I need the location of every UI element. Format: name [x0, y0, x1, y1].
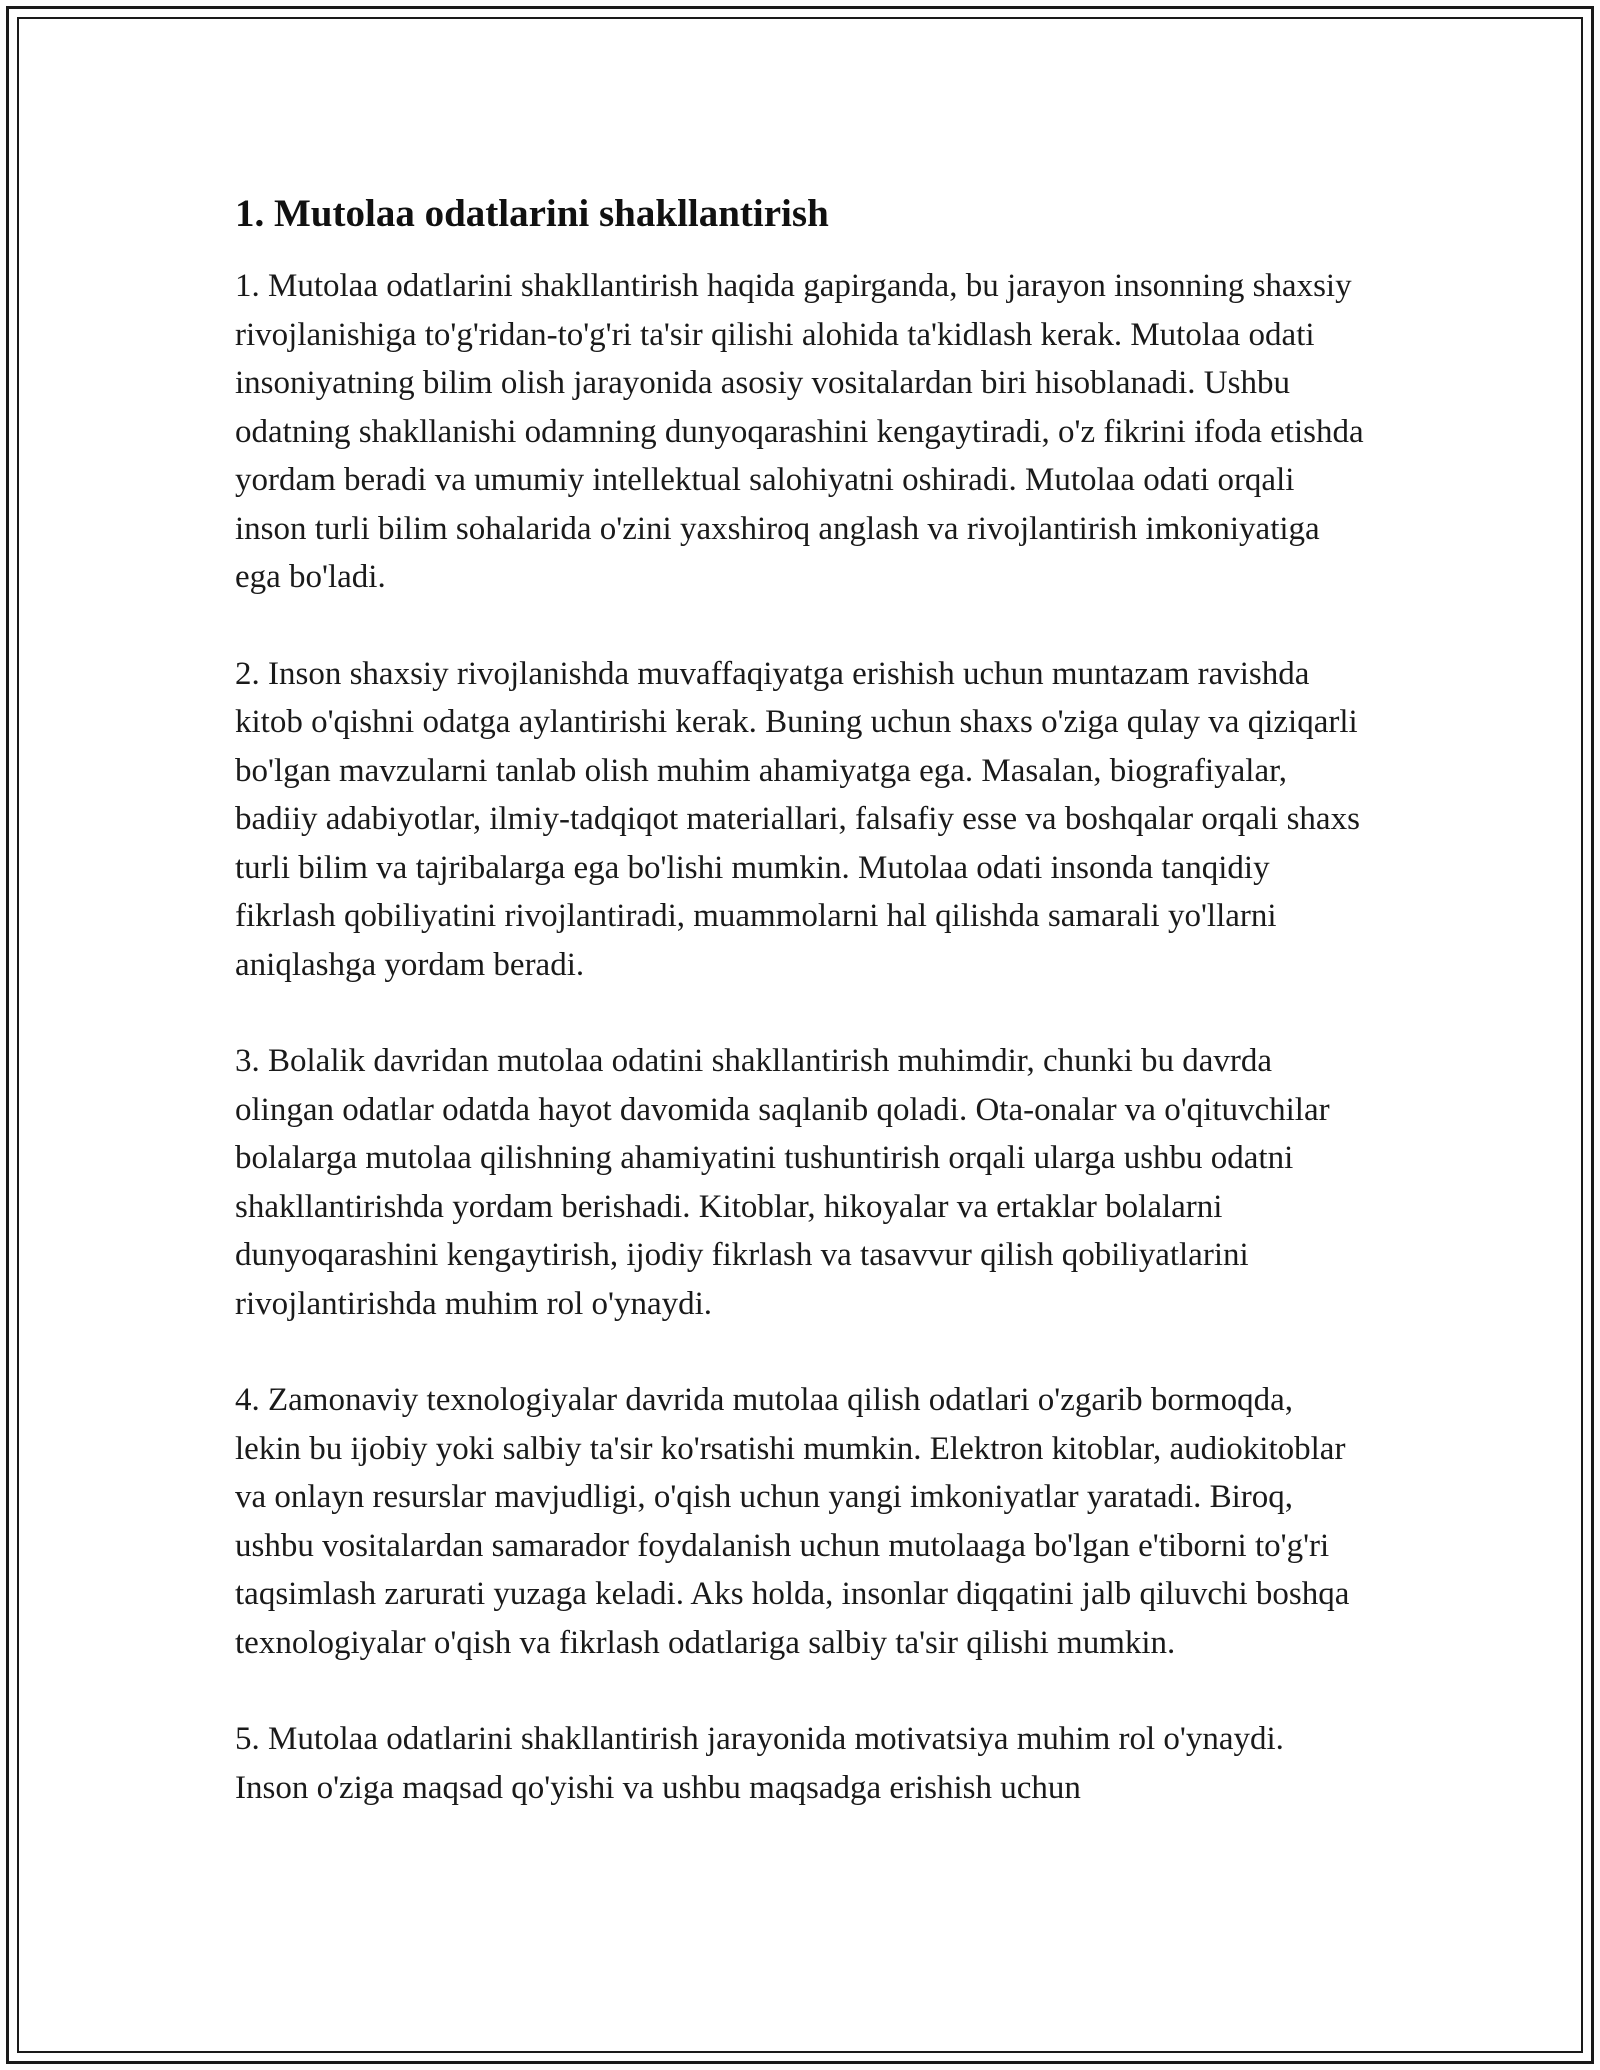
paragraph-5: 5. Mutolaa odatlarini shakllantirish jarayonida motivatsiya muhim rol o'ynaydi. Inson o'ziga maqsad qo'yishi va ushbu maqsadga erishish uchun — [235, 1721, 1284, 1806]
document-title: 1. Mutolaa odatlarini shakllantirish — [235, 192, 829, 235]
paragraph-2: 2. Inson shaxsiy rivojlanishda muvaffaqiyatga erishish uchun muntazam ravishda kitob o'qishni odatga aylantirishi kerak. Buning uchun shaxs o'ziga qulay va qiziqarli bo'lgan mavzularni tanlab olish muhim ahamiyatga ega. Masalan, biografiyalar, badiiy adabiyotlar, ilmiy-tadqiqot materiallari, falsafiy esse va boshqalar orqali shaxs turli bilim va tajribalarga ega bo'lishi mumkin. Mutolaa odati insonda tanqidiy fikrlash qobiliyatini rivojlantiradi, muammolarni hal qilishda samarali yo'llarni aniqlashga yordam beradi. — [235, 655, 1360, 983]
paragraph-4: 4. Zamonaviy texnologiyalar davrida mutolaa qilish odatlari o'zgarib bormoqda, lekin bu ijobiy yoki salbiy ta'sir ko'rsatishi mumkin. Elektron kitoblar, audiokitoblar va onlayn resurslar mavjudligi, o'qish uchun yangi imkoniyatlar yaratadi. Biroq, ushbu vositalardan samarador foydalanish uchun mutolaaga bo'lgan e'tiborni to'g'ri taqsimlash zarurati yuzaga keladi. Aks holda, insonlar diqqatini jalb qiluvchi boshqa texnologiyalar o'qish va fikrlash odatlariga salbiy ta'sir qilishi mumkin. — [235, 1382, 1350, 1661]
paragraph-1: 1. Mutolaa odatlarini shakllantirish haqida gapirganda, bu jarayon insonning shaxsiy rivojlanishiga to'g'ridan-to'g'ri ta'sir qilishi alohida ta'kidlash kerak. Mutolaa odati insoniyatning bilim olish jarayonida asosiy vositalardan biri hisoblanadi. Ushbu odatning shakllanishi odamning dunyoqarashini kengaytiradi, o'z fikrini ifoda etishda yordam beradi va umumiy intellektual salohiyatni oshiradi. Mutolaa odati orqali inson turli bilim sohalarida o'zini yaxshiroq anglash va rivojlantirish imkoniyatiga ega bo'ladi. — [235, 268, 1364, 595]
document-body — [235, 186, 1365, 1860]
paragraph-3: 3. Bolalik davridan mutolaa odatini shakllantirish muhimdir, chunki bu davrda olingan odatlar odatda hayot davomida saqlanib qoladi. Ota-onalar va o'qituvchilar bolalarga mutolaa qilishning ahamiyatini tushuntirish orqali ularga ushbu odatni shakllantirishda yordam berishadi. Kitoblar, hikoyalar va ertaklar bolalarni dunyoqarashini kengaytirish, ijodiy fikrlash va tasavvur qilish qobiliyatlarini rivojlantirishda muhim rol o'ynaydi. — [235, 1043, 1330, 1322]
